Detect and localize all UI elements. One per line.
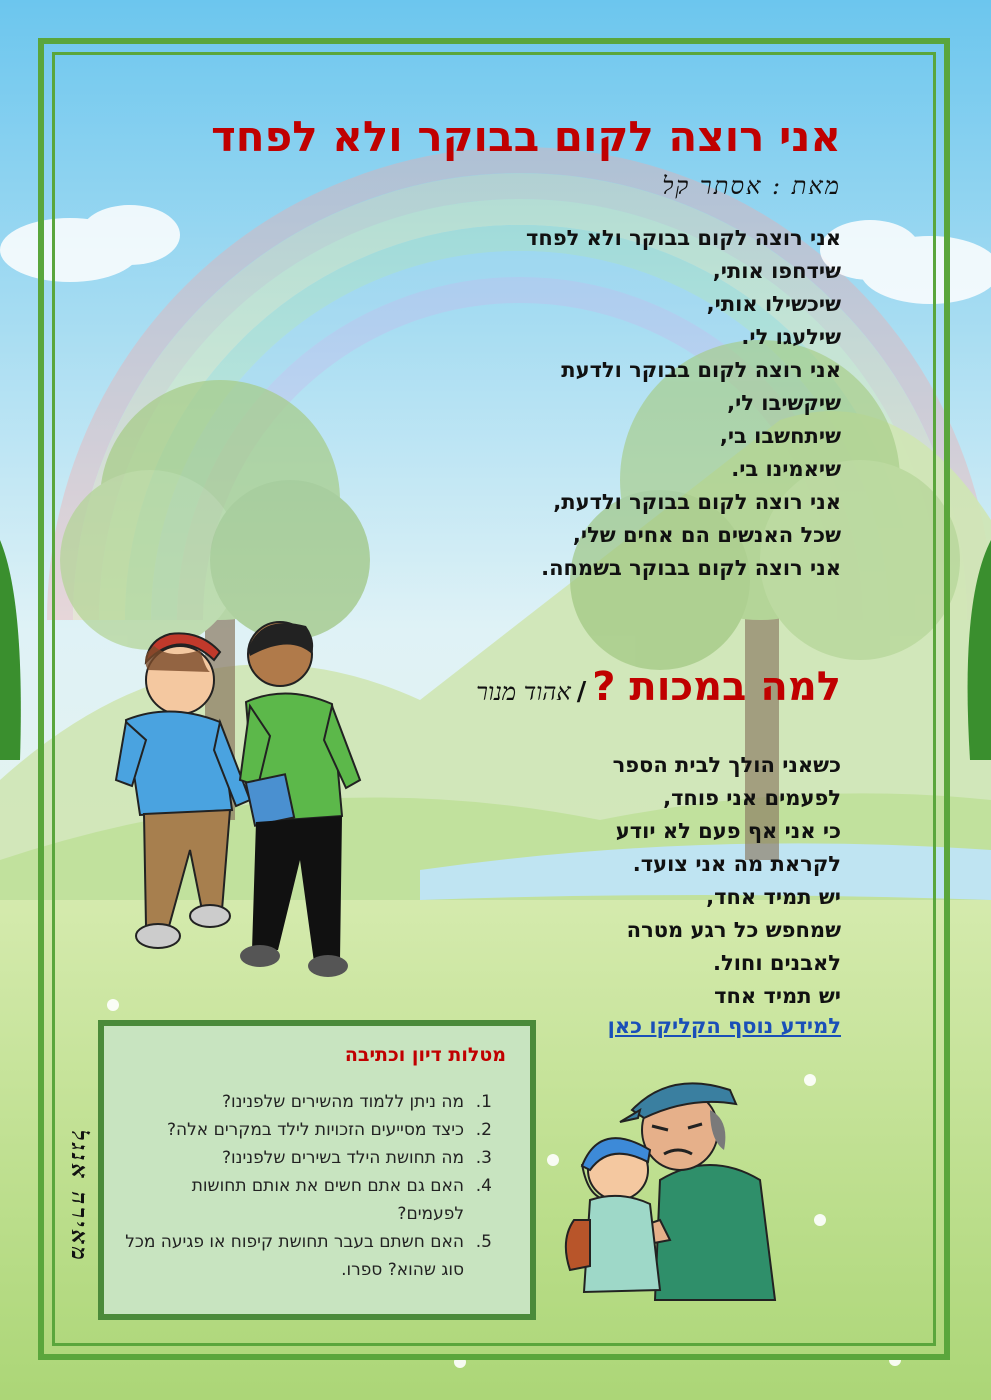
poem2-author: אהוד מנור <box>476 678 571 706</box>
poem-line: שילעגו לי. <box>741 325 841 349</box>
poem-line: אני רוצה לקום בבוקר ולא לפחד <box>526 226 841 250</box>
question-text: מה תחושת הילד בשירים שלפנינו? <box>222 1148 464 1168</box>
question-item <box>124 1144 492 1172</box>
poem-line: שיתחשבו בי, <box>719 424 841 448</box>
poem2-lines <box>421 749 841 1013</box>
poem-line: שמחפש כל רגע מטרה <box>626 918 841 942</box>
poem-line: לאבנים וחול. <box>713 951 841 975</box>
poem-line: אני רוצה לקום בבוקר בשמחה. <box>541 556 841 580</box>
discussion-title: מטלות דיון וכתיבה <box>344 1044 506 1066</box>
poem-line: יש תמיד אחד <box>714 984 841 1008</box>
poem1-lines <box>321 222 841 585</box>
poem-line: כשאני הולך לבית הספר <box>612 753 841 777</box>
question-text: האם חשתם בעבר תחושת קיפוח או פגיעה מכל סוג שהוא? ספרו. <box>125 1232 464 1280</box>
poem-line: שיכשילו אותי, <box>706 292 841 316</box>
question-number: 4. <box>475 1176 492 1196</box>
poem-line: שכל האנשים הם אחים שלי, <box>572 523 841 547</box>
poem-line: שיאמינו בי. <box>731 457 841 481</box>
poem1-title: אני רוצה לקום בבוקר ולא לפחד <box>211 112 841 161</box>
question-item <box>124 1088 492 1116</box>
question-number: 3. <box>475 1148 492 1168</box>
poem-line: יש תמיד אחד, <box>706 885 841 909</box>
question-number: 1. <box>475 1092 492 1112</box>
poem-line: שיקשיבו לי, <box>727 391 841 415</box>
poem2-heading <box>371 664 841 710</box>
question-number: 2. <box>475 1120 492 1140</box>
question-item <box>124 1116 492 1144</box>
poem1-author: מאת : אסתר קל <box>662 172 841 200</box>
poem-line: לקראת מה אני צועד. <box>632 852 841 876</box>
bully-illustration <box>560 1070 785 1310</box>
question-text: מה ניתן ללמוד מהשירים שלפנינו? <box>221 1092 464 1112</box>
two-boys-illustration <box>110 610 380 990</box>
question-number: 5. <box>475 1232 492 1252</box>
discussion-box <box>98 1020 536 1320</box>
poem-line: שידחפו אותי, <box>712 259 841 283</box>
poem-line: אני רוצה לקום בבוקר ולדעת, <box>553 490 841 514</box>
more-info-link[interactable]: למידע נוסף הקליקו כאן <box>607 1014 841 1038</box>
signature-text: מאירה אנגל <box>66 1130 92 1263</box>
poem-line: אני רוצה לקום בבוקר ולדעת <box>561 358 841 382</box>
signature <box>40 1130 100 1300</box>
discussion-questions <box>124 1088 492 1284</box>
question-item <box>124 1172 492 1228</box>
question-text: האם גם אתם חשים את אותם תחושות לפעמים? <box>191 1176 464 1224</box>
poem-line: כי אני אף פעם לא יודע <box>615 819 841 843</box>
poem2-separator: / <box>576 677 587 707</box>
poem2-title: למה במכות ? <box>592 664 841 710</box>
poem-line: לפעמים אני פוחד, <box>663 786 841 810</box>
question-text: כיצד מסייעים הזכויות לילד במקרים אלה? <box>167 1120 464 1140</box>
question-item <box>124 1228 492 1284</box>
